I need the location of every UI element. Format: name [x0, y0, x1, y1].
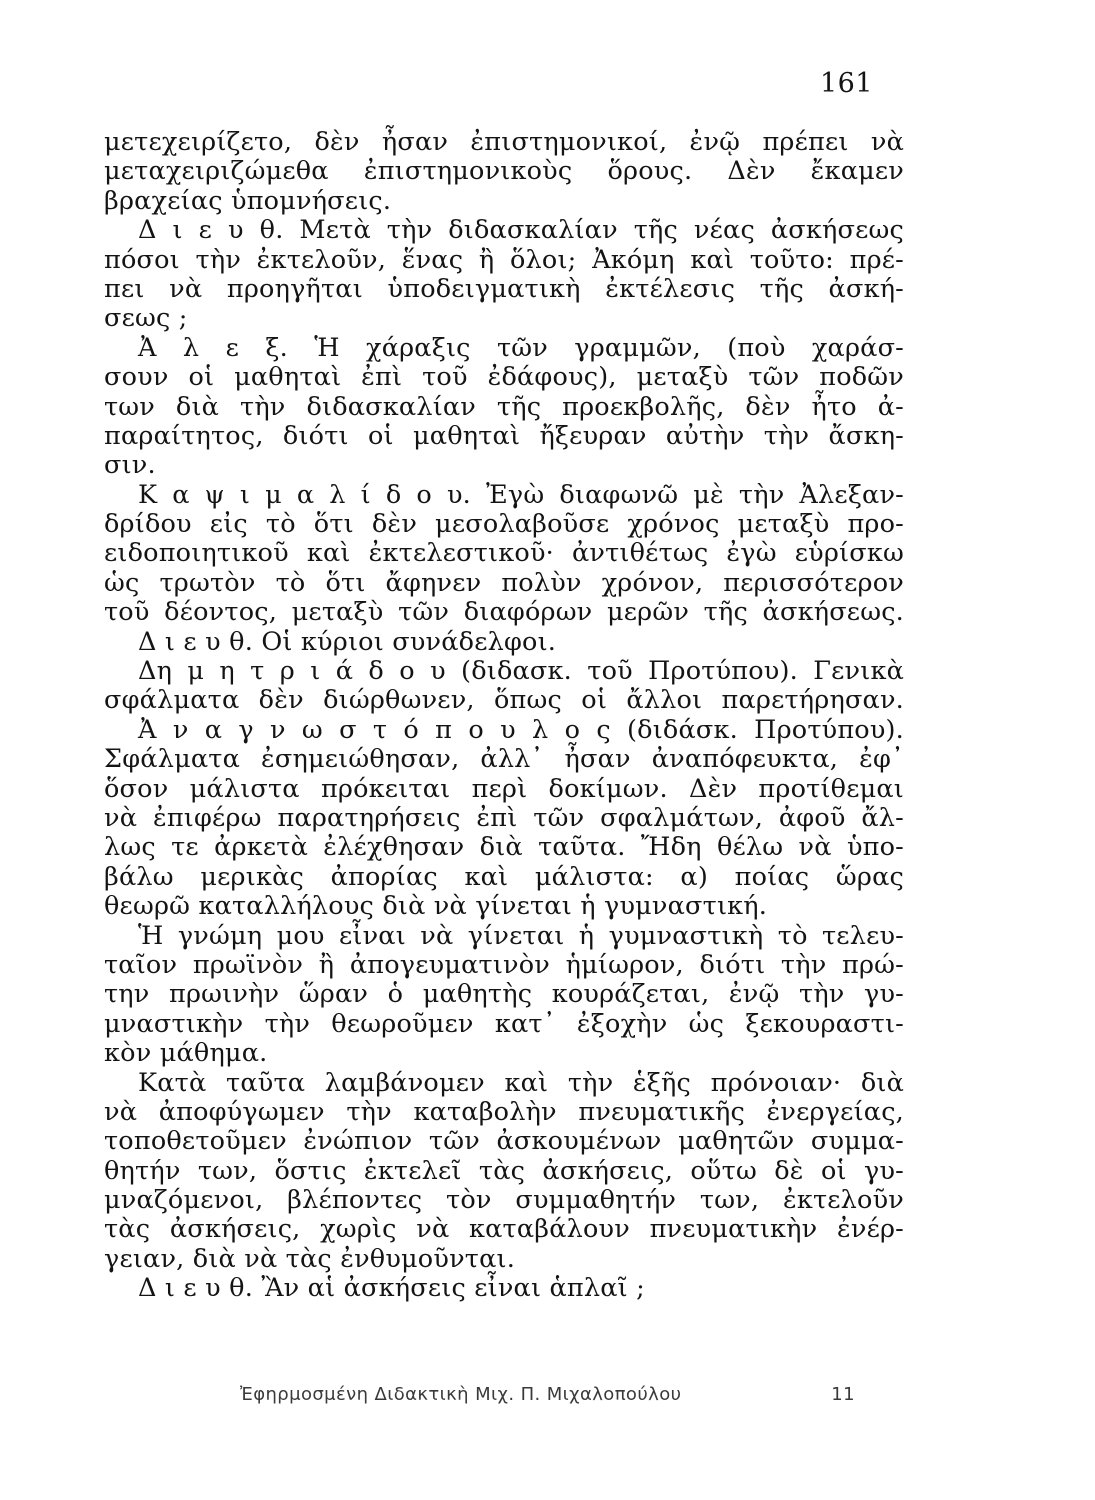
text-line: Ἡ γνώμη μου εἶναι νὰ γίνεται ἡ γυμναστικὴ τὸ τελευ-	[138, 920, 904, 951]
body-text	[104, 128, 904, 1304]
footer-signature-mark: 11	[831, 1384, 855, 1405]
text-line: βάλω μερικὰς ἀπορίας καὶ μάλιστα: α) ποίας ὥρας	[104, 861, 904, 892]
text-line: Δ ι ε υ θ. Μετὰ τὴν διδασκαλίαν τῆς νέας ἀσκήσεως	[138, 215, 904, 246]
text-line: μεταχειριζώμεθα ἐπιστημονικοὺς ὅρους. Δὲν ἔκαμεν	[104, 156, 904, 187]
text-line: τοποθετοῦμεν ἐνώπιον τῶν ἀσκουμένων μαθητῶν συμμα-	[104, 1126, 904, 1157]
text-line: την πρωινὴν ὥραν ὁ μαθητὴς κουράζεται, ἐνῷ τὴν γυ-	[104, 979, 904, 1010]
text-line: Δ ι ε υ θ. Ἂν αἱ ἀσκήσεις εἶναι ἁπλαῖ ;	[138, 1273, 645, 1304]
footer-book-title: Ἐφηρμοσμένη Διδακτικὴ Μιχ. Π. Μιχαλοπούλου	[240, 1384, 682, 1405]
text-line: κὸν μάθημα.	[104, 1038, 268, 1069]
text-line: νὰ ἀποφύγωμεν τὴν καταβολὴν πνευματικῆς ἐνεργείας,	[104, 1096, 904, 1127]
text-line: δρίδου εἰς τὸ ὅτι δὲν μεσολαβοῦσε χρόνος μεταξὺ προ-	[104, 509, 904, 540]
text-line: σουν οἱ μαθηταὶ ἐπὶ τοῦ ἐδάφους), μεταξὺ τῶν ποδῶν	[104, 362, 904, 393]
text-line: σιν.	[104, 450, 156, 481]
text-line: ειδοποιητικοῦ καὶ ἐκτελεστικοῦ· ἀντιθέτως ἐγὼ εὑρίσκω	[104, 538, 904, 569]
text-line: θητήν των, ὅστις ἐκτελεῖ τὰς ἀσκήσεις, οὕτω δὲ οἱ γυ-	[104, 1155, 904, 1186]
text-line: Κ α ψ ι μ α λ ί δ ο υ. Ἐγὼ διαφωνῶ μὲ τὴν Ἀλεξαν-	[138, 479, 904, 510]
page-footer	[240, 1384, 855, 1405]
text-line: σφάλματα δὲν διώρθωνεν, ὅπως οἱ ἄλλοι παρετήρησαν.	[104, 685, 904, 716]
text-line: μναστικὴν τὴν θεωροῦμεν κατ᾽ ἐξοχὴν ὡς ξεκουραστι-	[104, 1008, 904, 1039]
page-number: 161	[819, 68, 873, 99]
text-line: μετεχειρίζετο, δὲν ἦσαν ἐπιστημονικοί, ἐνῷ πρέπει νὰ	[104, 127, 904, 157]
text-line: πόσοι τὴν ἐκτελοῦν, ἕνας ἢ ὅλοι; Ἀκόμη καὶ τοῦτο: πρέ-	[104, 244, 904, 275]
text-line: ὅσον μάλιστα πρόκειται περὶ δοκίμων. Δὲν προτίθεμαι	[104, 773, 904, 804]
text-line: ταῖον πρωϊνὸν ἢ ἀπογευματινὸν ἡμίωρον, διότι τὴν πρώ-	[104, 949, 904, 980]
text-line: θεωρῶ καταλλήλους διὰ νὰ γίνεται ἡ γυμναστική.	[104, 891, 768, 922]
text-line: ὡς τρωτὸν τὸ ὅτι ἄφηνεν πολὺν χρόνον, περισσότερον	[104, 567, 904, 598]
text-line: των διὰ τὴν διδασκαλίαν τῆς προεκβολῆς, δὲν ἦτο ἀ-	[104, 391, 904, 422]
text-line: Ἀ λ ε ξ. Ἡ χάραξις τῶν γραμμῶν, (ποὺ χαράσ-	[138, 332, 904, 363]
text-line: Δ ι ε υ θ. Οἱ κύριοι συνάδελφοι.	[138, 626, 557, 657]
text-line: βραχείας ὑπομνήσεις.	[104, 185, 392, 216]
text-line: Σφάλματα ἐσημειώθησαν, ἀλλ᾽ ἦσαν ἀναπόφευκτα, ἐφ᾽	[104, 744, 904, 775]
text-line: Κατὰ ταῦτα λαμβάνομεν καὶ τὴν ἑξῆς πρόνοιαν· διὰ	[138, 1067, 904, 1098]
text-line: σεως ;	[104, 303, 188, 334]
text-line: γειαν, διὰ νὰ τὰς ἐνθυμοῦνται.	[104, 1243, 515, 1274]
text-line: Ἀ ν α γ ν ω σ τ ό π ο υ λ ο ς (διδάσκ. Προτύπου).	[138, 714, 904, 745]
text-line: τὰς ἀσκήσεις, χωρὶς νὰ καταβάλουν πνευματικὴν ἐνέρ-	[104, 1214, 904, 1245]
text-line: λως τε ἀρκετὰ ἐλέχθησαν διὰ ταῦτα. Ἤδη θέλω νὰ ὑπο-	[104, 832, 904, 863]
text-line: νὰ ἐπιφέρω παρατηρήσεις ἐπὶ τῶν σφαλμάτων, ἀφοῦ ἄλ-	[104, 802, 904, 833]
text-line: Δη μ η τ ρ ι ά δ ο υ (διδασκ. τοῦ Προτύπου). Γενικὰ	[138, 656, 904, 687]
text-line: μναζόμενοι, βλέποντες τὸν συμμαθητήν των, ἐκτελοῦν	[104, 1185, 904, 1216]
text-line: παραίτητος, διότι οἱ μαθηταὶ ἤξευραν αὐτὴν τὴν ἄσκη-	[104, 420, 904, 451]
text-line: τοῦ δέοντος, μεταξὺ τῶν διαφόρων μερῶν τῆς ἀσκήσεως.	[104, 597, 904, 628]
text-line: πει νὰ προηγῆται ὑποδειγματικὴ ἐκτέλεσις τῆς ἀσκή-	[104, 273, 904, 304]
